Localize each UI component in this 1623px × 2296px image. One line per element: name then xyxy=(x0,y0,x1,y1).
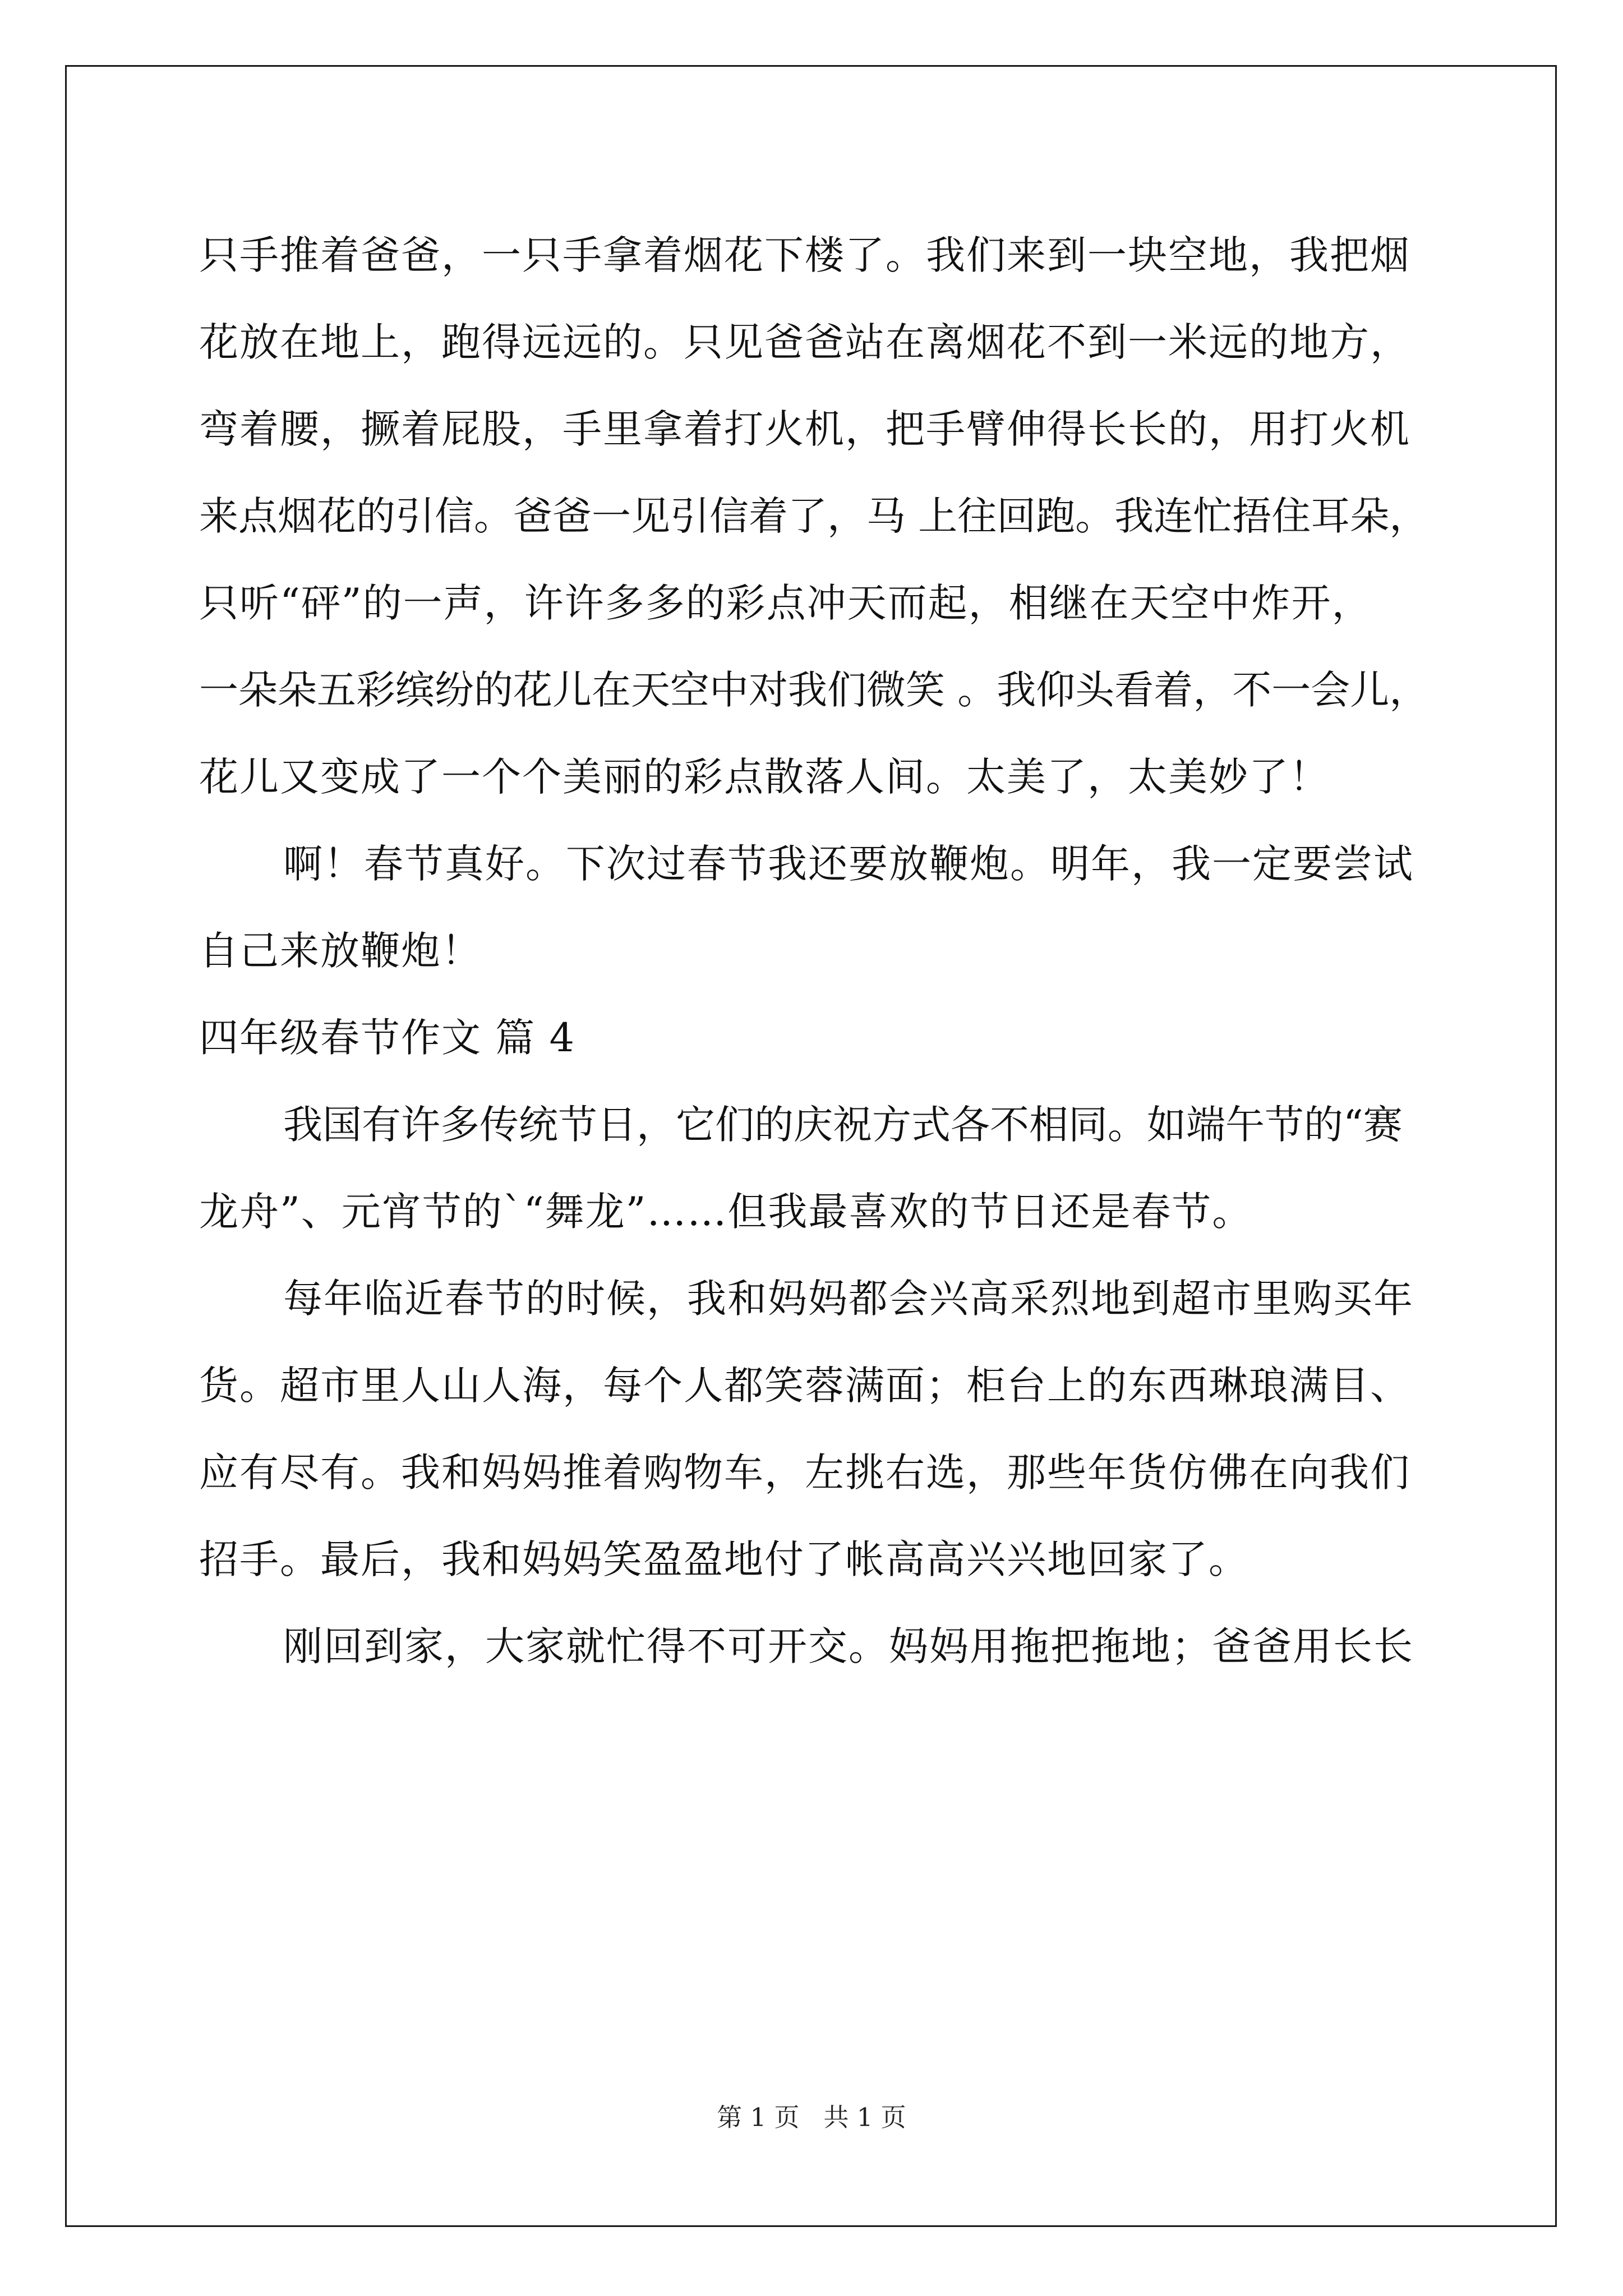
text-line: 应有尽有。我和妈妈推着购物车，左挑右选，那些年货仿佛在向我们 xyxy=(199,1450,1410,1496)
text-line: 花儿又变成了一个个美丽的彩点散落人间。太美了，太美妙了！ xyxy=(199,754,1330,800)
text-line: 弯着腰，撅着屁股，手里拿着打火机，把手臂伸得长长的，用打火机 xyxy=(199,406,1410,452)
text-line: 刚回到家，大家就忙得不可开交。妈妈用拖把拖地；爸爸用长长 xyxy=(283,1623,1414,1669)
page-number: 第 1 页 共 1 页 xyxy=(717,2102,906,2132)
text-line: 只手推着爸爸，一只手拿着烟花下楼了。我们来到一块空地，我把烟 xyxy=(199,232,1410,278)
text-line: 龙舟”、元宵节的`“舞龙”……但我最喜欢的节日还是春节。 xyxy=(199,1189,1253,1235)
section-heading: 四年级春节作文 篇 4 xyxy=(199,1015,576,1061)
document-body xyxy=(199,212,1433,1690)
text-line: 只听“砰”的一声，许许多多的彩点冲天而起，相继在天空中炸开， xyxy=(199,580,1372,626)
text-line: 花放在地上，跑得远远的。只见爸爸站在离烟花不到一米远的地方， xyxy=(199,319,1410,365)
text-line: 啊！春节真好。下次过春节我还要放鞭炮。明年，我一定要尝试 xyxy=(283,841,1414,887)
text-line: 一朵朵五彩缤纷的花儿在天空中对我们微笑 。我仰头看着，不一会儿， xyxy=(199,667,1429,713)
text-line: 招手。最后，我和妈妈笑盈盈地付了帐高高兴兴地回家了。 xyxy=(199,1536,1249,1582)
text-line: 每年临近春节的时候，我和妈妈都会兴高采烈地到超市里购买年 xyxy=(283,1276,1414,1322)
text-line: 货。超市里人山人海，每个人都笑蓉满面；柜台上的东西琳琅满目、 xyxy=(199,1363,1410,1409)
text-line: 来点烟花的引信。爸爸一见引信着了，马 上往回跑。我连忙捂住耳朵， xyxy=(199,493,1429,539)
text-line: 我国有许多传统节日，它们的庆祝方式各不相同。如端午节的“赛 xyxy=(283,1102,1403,1148)
text-line: 自己来放鞭炮！ xyxy=(199,928,482,974)
